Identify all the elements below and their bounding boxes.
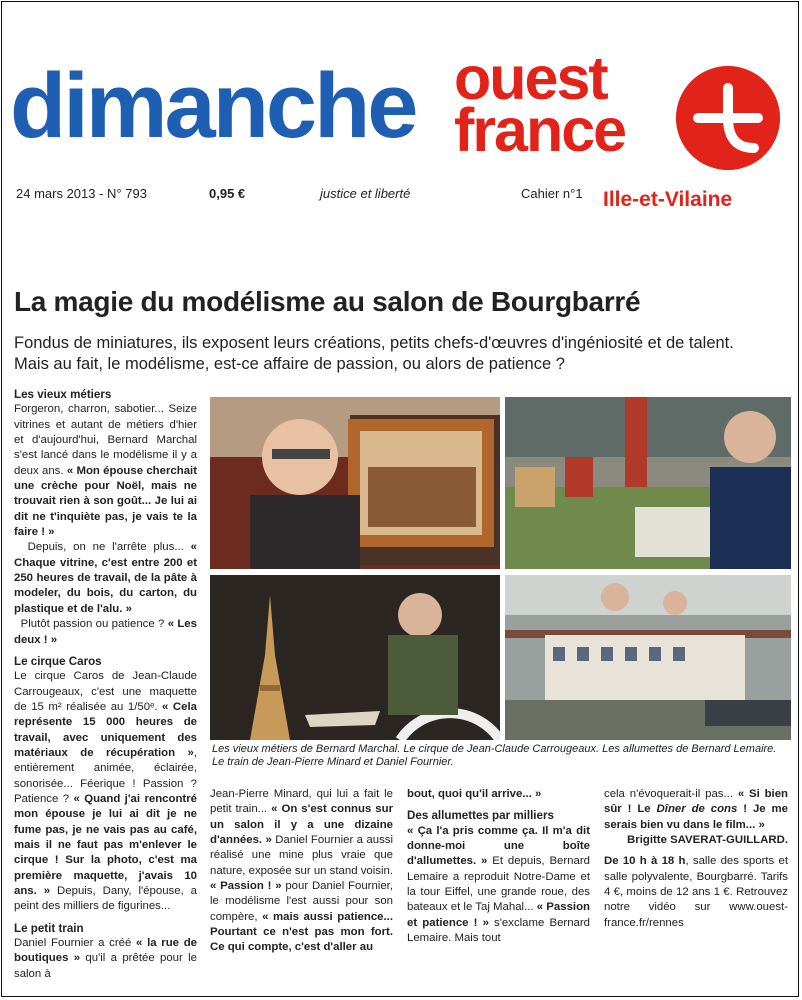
subhead-petit-train: Le petit train [14,921,84,935]
paragraph [14,936,197,982]
quote: bout, quoi qu'il arrive... » [407,788,542,800]
text: , salle des sports et salle polyvalente, Bourgbarré. Tarifs 4 €, moins de 12 ans 1 €. Retrouvez notre vidéo sur www.ouest-france.fr/rennes [604,855,788,929]
hours: De 10 h à 18 h [604,855,686,868]
logo-france: france [454,96,626,164]
text: qu'il a prêtée pour le salon à [14,952,197,980]
column-3 [407,787,590,946]
photo-model-train-street [505,575,791,740]
photo-man-with-diorama [210,397,500,569]
quote: « Si bien sûr ! Le [604,788,789,816]
headline: La magie du modélisme au salon de Bourgbarré [14,286,641,317]
photo-matchstick-eiffel-tower-icon [210,575,500,740]
text: Depuis, Dany, l'épouse, a peint des milliers de figurines... [14,885,198,913]
text: Plutôt passion ou patience ? [20,618,168,631]
region-label: Ille-et-Vilaine [603,188,733,211]
quote: ! Je me serais bien vu dans le film... » [604,803,789,831]
quote: « Cela représente 15 000 heures de travail, avec uniquement des matériaux de récupération » [14,700,197,759]
text: Jean-Pierre Minard, qui lui a fait le petit train... [210,788,393,816]
paragraph [14,402,197,540]
subhead-vieux-metiers: Les vieux métiers [14,388,112,401]
column-1 [14,387,197,982]
logo-ouest: ouest [454,44,607,112]
chapeau-line-2: Mais au fait, le modélisme, est-ce affaire de passion, ou alors de patience ? [14,355,565,373]
paragraph [14,540,197,617]
date-number: 24 mars 2013 - N° 793 [16,186,147,201]
text: Depuis, on ne l'arrête plus... [27,541,191,554]
paragraph [14,617,197,648]
paragraph [604,787,788,833]
text: Et depuis, Bernard Lemaire a reproduit Notre-Dame et la tour Eiffel, une grande roue, des bateaux et le Taj Mahal... [407,855,590,914]
paragraph [604,854,788,931]
text: Daniel Fournier a aussi réalisé une mine plus vraie que nature, exposée sur un stand voisin. [210,834,393,877]
signature: Brigitte SAVERAT-GUILLARD. [627,834,788,847]
price: 0,95 € [209,186,246,201]
text: , entièrement animée, éclairée, sonorisée... Féerique ! Passion ? Patience ? [14,746,197,805]
paragraph [407,787,590,802]
quote: « Passion et patience ! » [407,901,590,929]
ouest-france-logo-icon [676,66,780,170]
text: Le cirque Caros de Jean-Claude Carrougeaux, c'est une maquette de 15 m² réalisée au 1/50ᵉ. [14,670,197,713]
text: cela n'évoquerait-il pas... [604,788,738,800]
quote: « Ça l'a pris comme ça. Il m'a dit donne-moi une boîte d'allumettes. » [407,824,590,868]
photo-caption: Les vieux métiers de Bernard Marchal. Le cirque de Jean-Claude Carrougeaux. Les allumettes de Bernard Lemaire. Le train de Jean-Pierre Minard et Daniel Fournier. [212,743,777,768]
chapeau [14,333,784,375]
cahier: Cahier n°1 [521,186,583,201]
photo-model-train-street-icon [505,575,791,740]
text: Daniel Fournier a créé [14,937,137,950]
quote: « Passion ! » [210,880,282,893]
quote: « On s'est connus sur un salon il y a une dizaine d'années. » [210,803,394,847]
quote: « la rue de boutiques » [14,937,197,965]
quote: « Quand j'ai rencontré mon épouse je lui ai dit je ne fume pas, je ne vais pas au café, mais il ne faut pas m'enlever le cirque ! Sur la photo, c'est ma première maquette, j'avais 10 ans. » [14,792,197,897]
photo-circus-model-icon [505,397,791,569]
text: pour Daniel Fournier, le modélisme l'est aussi pour son compère, [210,880,393,923]
masthead-dimanche: dimanche [10,55,416,157]
paragraph [14,669,197,915]
column-2 [210,787,393,956]
film-title: Dîner de cons [656,803,738,816]
photo-matchstick-eiffel-tower [210,575,500,740]
masthead-ouest-france [454,44,626,164]
text: Forgeron, charron, sabotier... Seize vitrines et autant de métiers d'hier et d'aujourd'hui, Bernard Marchal s'est lancé dans le modélisme il y a deux ans. [14,403,197,477]
text: s'exclame Bernard Lemaire. Mais tout [407,916,590,945]
quote: « Mon épouse cherchait une crèche pour Noël, mais ne trouvait rien à son goût... Je lui ai dit ne t'inquiète pas, je vais te la faire ! » [14,464,197,539]
quote: « Les deux ! » [14,618,197,646]
chapeau-line-1: Fondus de miniatures, ils exposent leurs créations, petits chefs-d'œuvres d'ingéniosité et de talent. [14,334,734,352]
photo-circus-model [505,397,791,569]
subhead-allumettes: Des allumettes par milliers [407,809,554,823]
photo-man-with-diorama-icon [210,397,500,569]
quote: « mais aussi patience... Pourtant ce n'est pas mon fort. Ce qui compte, c'est d'aller au [210,910,393,954]
motto: justice et liberté [320,186,411,201]
paragraph [407,824,590,947]
subhead-cirque-caros: Le cirque Caros [14,654,102,668]
logo-mark-icon [676,66,780,170]
column-4 [604,787,788,931]
paragraph [210,787,393,956]
quote: « Chaque vitrine, c'est entre 200 et 250 heures de travail, de la pâte à modeler, du bois, du carton, du plastique et de l'alu. » [14,541,197,615]
